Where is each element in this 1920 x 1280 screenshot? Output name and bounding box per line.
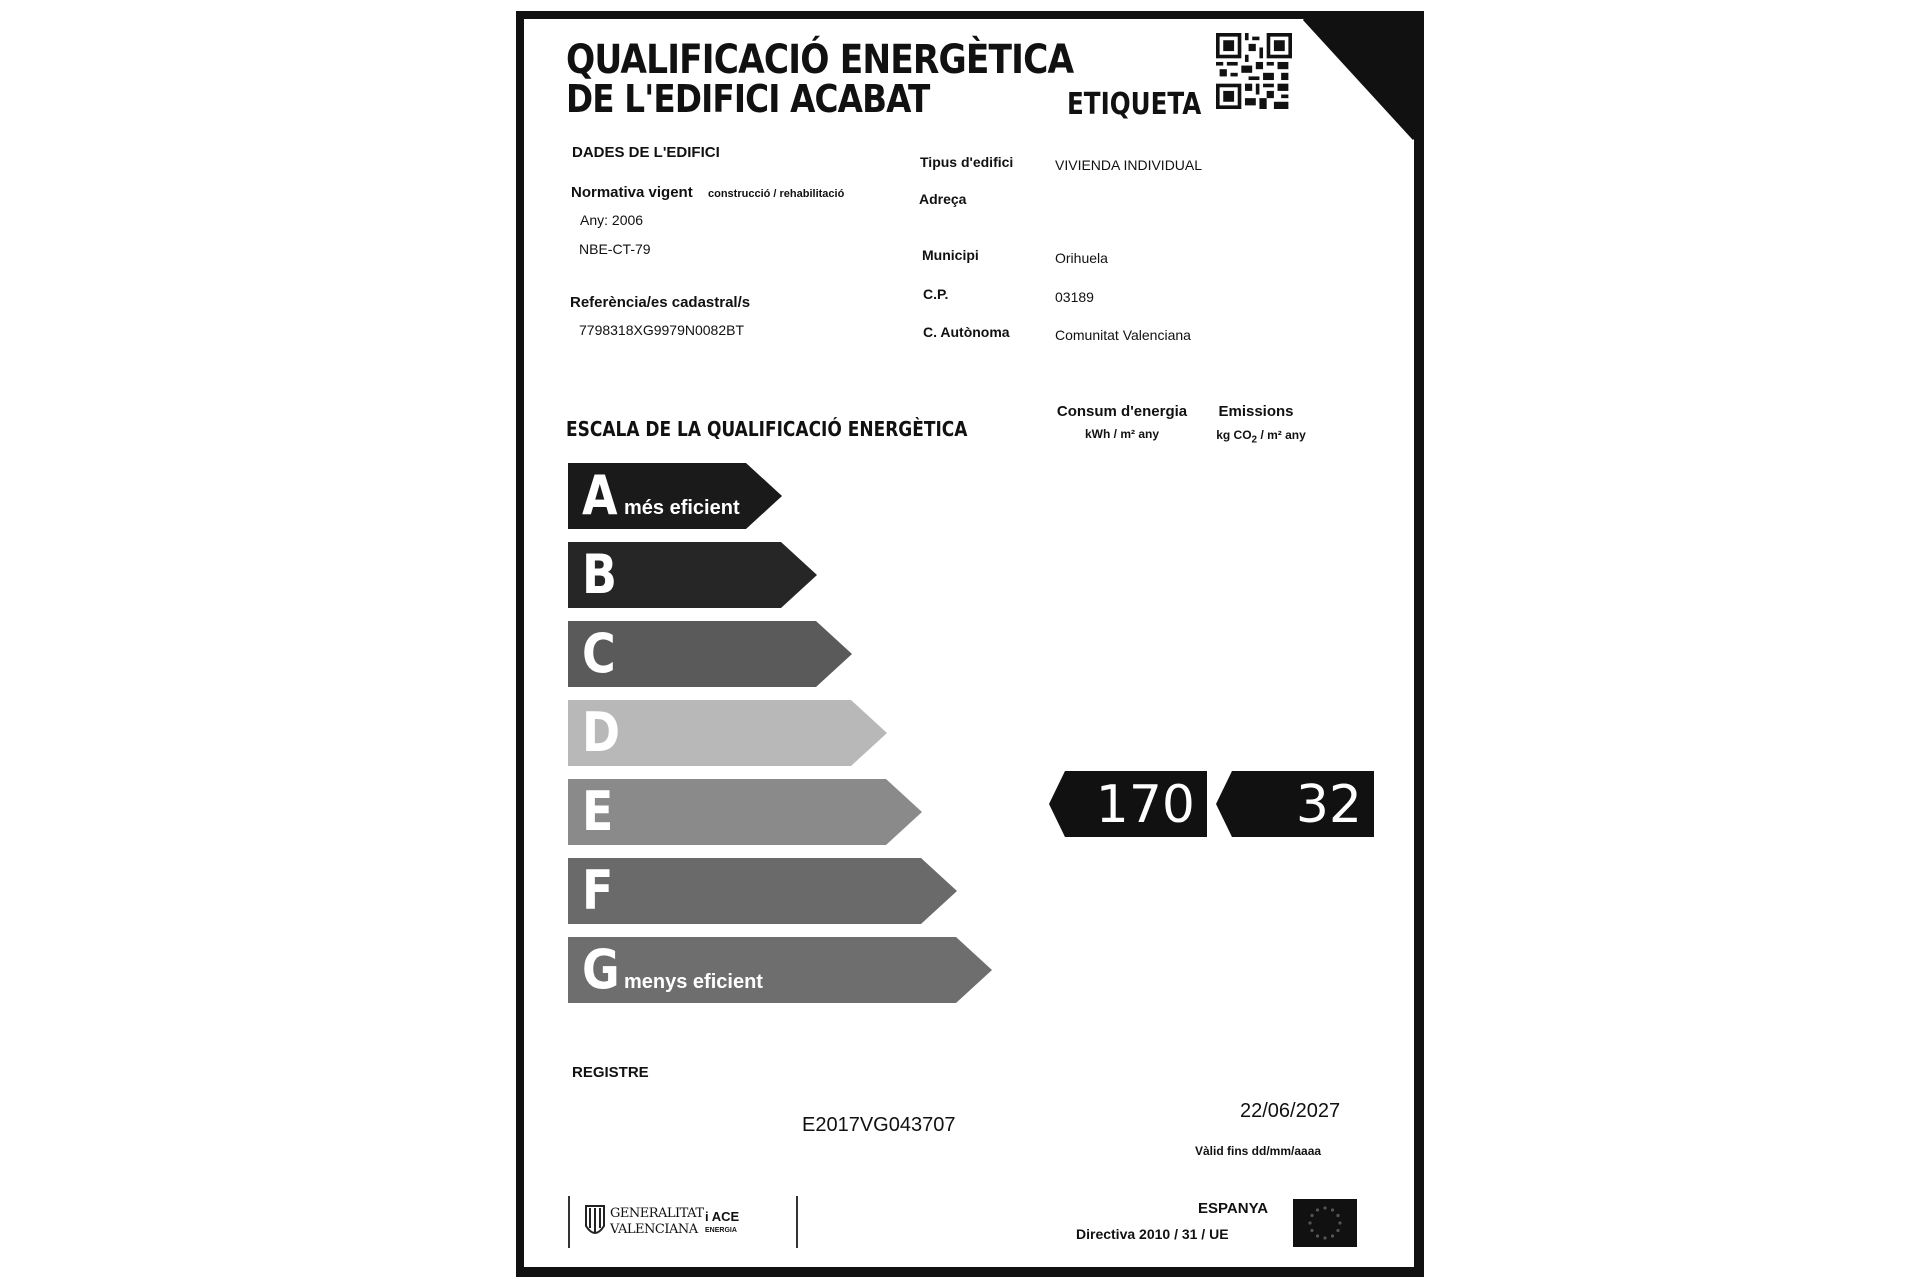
qr-code-icon	[1216, 33, 1292, 109]
logo-gv-line1: GENERALITAT	[610, 1206, 704, 1221]
cadastral-label: Referència/es cadastral/s	[570, 294, 751, 311]
energy-class-letter: E	[582, 780, 614, 843]
emissions-unit-post: / m² any	[1257, 428, 1306, 442]
cadastral-value: 7798318XG9979N0082BT	[579, 322, 745, 338]
directive-label: Directiva 2010 / 31 / UE	[1076, 1226, 1229, 1242]
title-line-2: DE L'EDIFICI ACABAT	[566, 77, 930, 121]
etiqueta-label: ETIQUETA	[1067, 87, 1202, 122]
country-label: ESPANYA	[1198, 1200, 1269, 1217]
energy-class-letter: F	[582, 859, 614, 922]
registry-label: REGISTRE	[572, 1064, 649, 1081]
autonoma-value: Comunitat Valenciana	[1055, 327, 1191, 343]
energy-class-bar-a	[568, 463, 782, 529]
energy-class-letter: A	[582, 464, 618, 527]
normativa-note: construcció / rehabilitació	[708, 188, 845, 200]
municipi-value: Orihuela	[1055, 250, 1108, 266]
emissions-unit-sub: 2	[1251, 434, 1258, 446]
title-line-1: QUALIFICACIÓ ENERGÈTICA	[566, 37, 1074, 83]
energy-class-caption: menys eficient	[624, 971, 763, 993]
adreca-label: Adreça	[919, 191, 967, 207]
emissions-unit	[1196, 428, 1326, 445]
normativa-label: Normativa vigent	[571, 184, 693, 201]
energy-class-letter: D	[582, 701, 621, 764]
energy-class-bar-e	[568, 779, 922, 845]
cp-value: 03189	[1055, 289, 1094, 305]
footer-logos	[568, 1196, 798, 1248]
energy-class-bar-f	[568, 858, 957, 924]
energy-label-sheet	[516, 11, 1424, 1277]
consum-badge	[1049, 771, 1207, 837]
energy-class-letter: C	[582, 622, 616, 685]
tipus-label: Tipus d'edifici	[920, 154, 1014, 170]
eu-flag-icon	[1293, 1199, 1357, 1247]
energy-class-bar-c	[568, 621, 852, 687]
emissions-value: 32	[1295, 775, 1362, 835]
normativa-year: Any: 2006	[580, 212, 644, 228]
logo-ivace: i ACE	[705, 1209, 740, 1224]
tipus-value: VIVIENDA INDIVIDUAL	[1055, 157, 1203, 173]
energy-class-bar-g	[568, 937, 992, 1003]
registry-number: E2017VG043707	[802, 1114, 956, 1136]
energy-class-bar-b	[568, 542, 817, 608]
emissions-header: Emissions	[1218, 403, 1294, 420]
municipi-label: Municipi	[922, 247, 979, 263]
generalitat-emblem-icon	[584, 1204, 606, 1240]
consum-header: Consum d'energia	[1056, 403, 1188, 420]
scale-title: ESCALA DE LA QUALIFICACIÓ ENERGÈTICA	[566, 417, 968, 441]
energy-class-letter: G	[582, 938, 620, 1001]
normativa-standard: NBE-CT-79	[579, 241, 651, 257]
energy-class-bar-d	[568, 700, 887, 766]
emissions-badge	[1216, 771, 1374, 837]
autonoma-label: C. Autònoma	[923, 324, 1010, 340]
consum-value: 170	[1095, 775, 1195, 835]
logo-gv-line2: VALENCIANA	[610, 1222, 698, 1237]
emissions-unit-pre: kg CO	[1216, 428, 1252, 442]
consum-unit: kWh / m² any	[1084, 427, 1159, 441]
valid-label: Vàlid fins dd/mm/aaaa	[1195, 1144, 1322, 1158]
valid-date: 22/06/2027	[1240, 1100, 1341, 1122]
energy-class-caption: més eficient	[624, 497, 740, 519]
logo-ivace-sub: ENERGIA	[705, 1227, 737, 1234]
energy-class-letter: B	[582, 543, 617, 606]
cp-label: C.P.	[923, 286, 949, 302]
building-section-title: DADES DE L'EDIFICI	[572, 144, 720, 161]
